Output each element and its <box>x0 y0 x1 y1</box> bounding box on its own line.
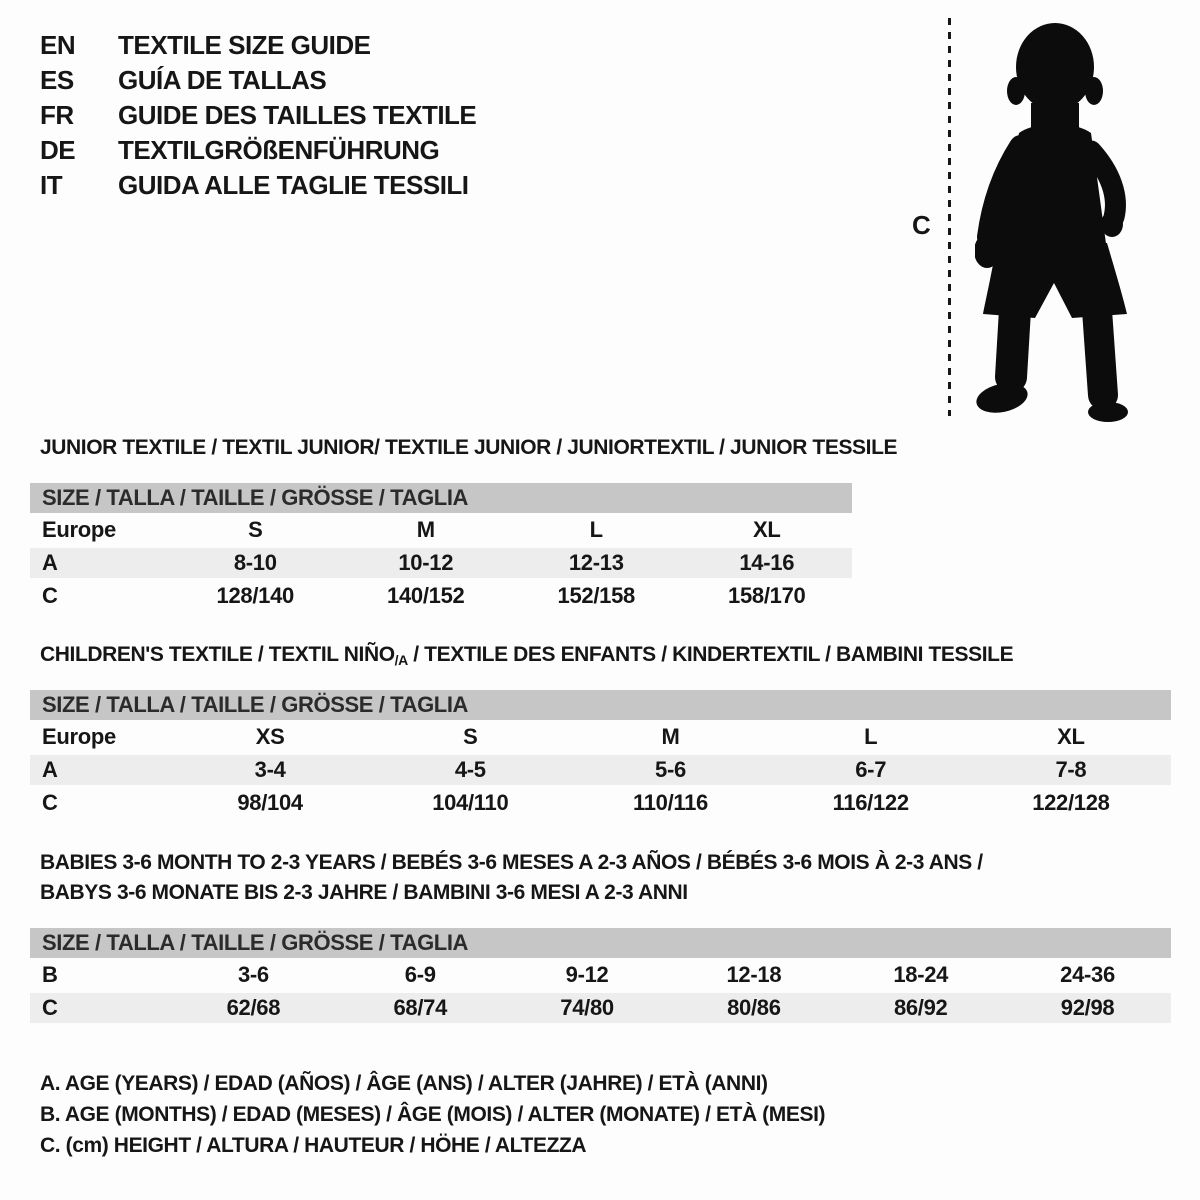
height-cell: 158/170 <box>728 583 806 608</box>
title-line: BABIES 3-6 MONTH TO 2-3 YEARS / BEBÉS 3-6 MESES A 2-3 AÑOS / BÉBÉS 3-6 MOIS À 2-3 ANS / <box>40 851 983 874</box>
age-cell: 12-13 <box>568 550 624 575</box>
guide-title: TEXTILE SIZE GUIDE <box>118 30 371 60</box>
height-cell: 80/86 <box>727 995 781 1020</box>
row-label: A <box>42 550 58 575</box>
height-cell: 62/68 <box>226 995 281 1020</box>
legend <box>40 1068 825 1161</box>
toddler-silhouette-figure <box>975 15 1145 425</box>
list-item <box>40 63 476 98</box>
age-cell: 10-12 <box>398 550 454 575</box>
table-header-size: SIZE / TALLA / TAILLE / GRÖSSE / TAGLIA <box>30 690 1171 720</box>
height-cell: 140/152 <box>387 583 465 608</box>
size-cell: XS <box>255 724 285 749</box>
table-row <box>30 579 852 612</box>
size-cell: S <box>463 724 478 749</box>
size-cell: XL <box>752 517 781 542</box>
guide-title: TEXTILGRÖßENFÜHRUNG <box>118 135 440 165</box>
height-cell: 92/98 <box>1060 995 1115 1020</box>
height-cell: 104/110 <box>432 790 509 815</box>
age-cell: 9-12 <box>565 962 609 987</box>
age-cell: 6-7 <box>855 757 887 782</box>
list-item <box>40 133 476 168</box>
row-label: A <box>42 757 58 782</box>
age-cell: 14-16 <box>739 550 795 575</box>
table-header-size: SIZE / TALLA / TAILLE / GRÖSSE / TAGLIA <box>30 483 852 513</box>
height-cell: 68/74 <box>393 995 448 1020</box>
height-measure-dashed-line <box>948 18 951 416</box>
height-cell: 86/92 <box>893 995 948 1020</box>
list-item <box>40 98 476 133</box>
age-cell: 6-9 <box>404 962 436 987</box>
legend-line-b: B. AGE (MONTHS) / EDAD (MESES) / ÂGE (MOIS) / ALTER (MONATE) / ETÀ (MESI) <box>40 1103 826 1126</box>
height-cell: 74/80 <box>560 995 614 1020</box>
height-cell: 110/116 <box>633 790 708 815</box>
age-cell: 12-18 <box>726 962 782 987</box>
table-row <box>30 958 1171 991</box>
height-cell: 98/104 <box>237 790 303 815</box>
age-cell: 8-10 <box>233 550 277 575</box>
table-row <box>30 720 1171 753</box>
language-code: EN <box>40 30 76 60</box>
age-cell: 3-4 <box>254 757 286 782</box>
children-size-table <box>30 690 1171 819</box>
age-cell: 7-8 <box>1055 757 1087 782</box>
guide-title: GUIDA ALLE TAGLIE TESSILI <box>118 170 469 200</box>
babies-size-table <box>30 928 1171 1024</box>
height-measure-label: C <box>912 210 931 240</box>
table-header-size: SIZE / TALLA / TAILLE / GRÖSSE / TAGLIA <box>30 928 1171 958</box>
age-cell: 3-6 <box>237 962 269 987</box>
language-title-list <box>40 28 476 203</box>
table-row <box>30 513 852 546</box>
row-label: Europe <box>42 517 116 542</box>
row-label: C <box>42 583 58 608</box>
list-item <box>40 168 476 203</box>
title-text: / TEXTILE DES ENFANTS / KINDERTEXTIL / BAMBINI TESSILE <box>407 643 1014 666</box>
language-code: IT <box>40 170 63 200</box>
age-cell: 4-5 <box>454 757 486 782</box>
age-cell: 5-6 <box>655 757 686 782</box>
size-cell: M <box>416 517 435 542</box>
section-title-junior: JUNIOR TEXTILE / TEXTIL JUNIOR/ TEXTILE JUNIOR / JUNIORTEXTIL / JUNIOR TESSILE <box>40 436 898 459</box>
size-cell: XL <box>1057 724 1085 749</box>
row-label: C <box>42 995 58 1020</box>
table-row <box>30 546 852 579</box>
title-line: BABYS 3-6 MONATE BIS 2-3 JAHRE / BAMBINI 3-6 MESI A 2-3 ANNI <box>40 881 688 904</box>
height-cell: 152/158 <box>557 583 635 608</box>
row-label: B <box>42 962 58 987</box>
guide-title: GUÍA DE TALLAS <box>118 65 327 95</box>
row-label: Europe <box>42 724 116 749</box>
table-row <box>30 753 1171 786</box>
title-text: CHILDREN'S TEXTILE / TEXTIL NIÑO <box>40 643 395 666</box>
size-cell: S <box>248 517 263 542</box>
title-subscript: /A <box>394 652 408 668</box>
size-cell: L <box>864 724 878 749</box>
junior-size-table <box>30 483 852 612</box>
section-title-babies <box>40 848 983 908</box>
language-code: FR <box>40 100 74 130</box>
height-cell: 122/128 <box>1032 790 1110 815</box>
size-cell: L <box>589 517 603 542</box>
table-row <box>30 991 1171 1024</box>
age-cell: 18-24 <box>893 962 949 987</box>
legend-line-c: C. (cm) HEIGHT / ALTURA / HAUTEUR / HÖHE / ALTEZZA <box>40 1134 587 1157</box>
language-code: ES <box>40 65 74 95</box>
section-title-children <box>40 640 1013 675</box>
language-code: DE <box>40 135 76 165</box>
row-label: C <box>42 790 58 815</box>
age-cell: 24-36 <box>1060 962 1115 987</box>
height-cell: 116/122 <box>832 790 909 815</box>
guide-title: GUIDE DES TAILLES TEXTILE <box>118 100 477 130</box>
size-cell: M <box>661 724 680 749</box>
table-row <box>30 786 1171 819</box>
list-item <box>40 28 476 63</box>
height-cell: 128/140 <box>216 583 294 608</box>
legend-line-a: A. AGE (YEARS) / EDAD (AÑOS) / ÂGE (ANS) / ALTER (JAHRE) / ETÀ (ANNI) <box>40 1072 768 1095</box>
